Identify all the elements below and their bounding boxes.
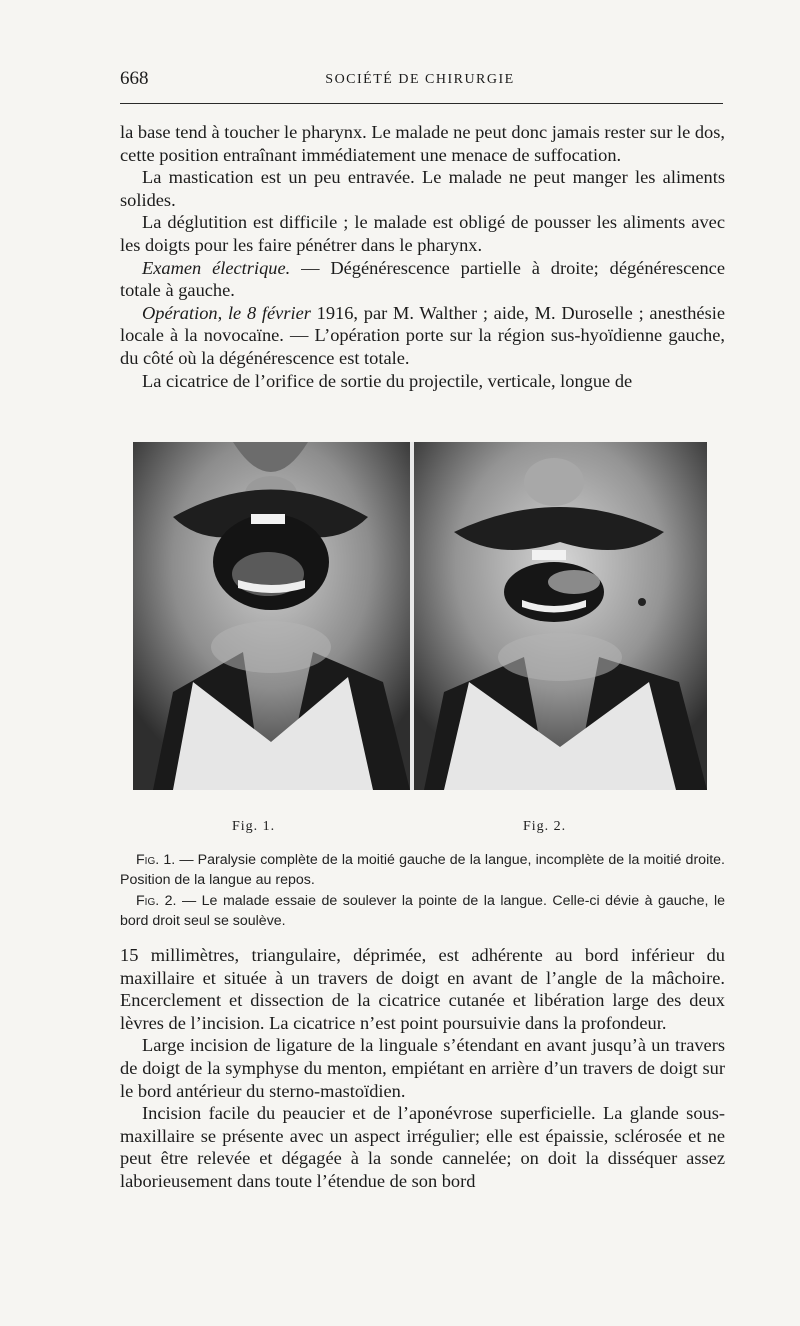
top-text-block (120, 121, 725, 392)
examen-text: — Dégénérescence partielle à droite; dégénérescence totale à gauche. (120, 257, 725, 301)
paragraph-ligature: Large incision de ligature de la linguale s’étendant en avant jusqu’à un travers de doigt de la symphyse du menton, empiétant en arrière d’un travers de doigt sur le bord antérieur du sterno-mastoïdien. (120, 1035, 725, 1101)
figure-1-label: Fig. 1. (232, 819, 276, 834)
page-number: 668 (120, 68, 149, 89)
bottom-text-block (120, 944, 725, 1193)
paragraph-deglutition: La déglutition est difficile ; le malade est obligé de pousser les aliments avec les doigts pour les faire pénétrer dans le pharynx. (120, 212, 725, 255)
figure-1-caption (120, 850, 725, 890)
page-header (120, 60, 720, 100)
caption-1-text: — Paralysie complète de la moitié gauche de la langue, incomplète de la moitié droite. Position de la langue au repos. (120, 852, 725, 888)
figure-2-illustration (414, 442, 707, 790)
paragraph-examen (120, 257, 725, 302)
figure-1-photo (133, 442, 410, 790)
figure-2-photo (414, 442, 707, 790)
paragraph-incision: Incision facile du peaucier et de l’aponévrose superficielle. La glande sous-maxillaire se présente avec un aspect irrégulier; elle est épaissie, sclérosée et ne peut être relevée et dégagée à la sonde cannelée; on doit la disséquer assez laborieusement dans toute l’étendue de son bord (120, 1103, 725, 1191)
examen-label: Examen électrique. (142, 257, 291, 278)
caption-2-label: Fig. 2. (136, 893, 177, 909)
paragraph-cicatrice-continuation: 15 millimètres, triangulaire, déprimée, est adhérente au bord inférieur du maxillaire et située à un travers de doigt en avant de l’angle de la mâchoire. Encerclement et dissection de la cicatrice cutanée et libération large des deux lèvres de l’incision. La cicatrice n’est point poursuivie dans la profondeur. (120, 945, 725, 1033)
figure-plate (133, 442, 707, 790)
running-title: SOCIÉTÉ DE CHIRURGIE (325, 72, 515, 87)
caption-1-label: Fig. 1. (136, 852, 176, 868)
operation-text: 1916, par M. Walther ; aide, M. Duroselle ; anesthésie locale à la novocaïne. — L’opération porte sur la région sus-hyoïdienne gauche, du côté où la dégénérescence est totale. (120, 302, 725, 368)
figure-1-illustration (133, 442, 410, 790)
caption-2-text: — Le malade essaie de soulever la pointe de la langue. Celle-ci dévie à gauche, le bord droit seul se soulève. (120, 893, 725, 929)
paragraph-continuation: la base tend à toucher le pharynx. Le malade ne peut donc jamais rester sur le dos, cette position entraînant immédiatement une menace de suffocation. (120, 122, 725, 165)
paragraph-mastication: La mastication est un peu entravée. Le malade ne peut manger les aliments solides. (120, 167, 725, 210)
paragraph-operation (120, 302, 725, 370)
figure-2-label: Fig. 2. (523, 819, 567, 834)
operation-label: Opération, le 8 février (142, 302, 311, 323)
figure-2-caption (120, 891, 725, 931)
paragraph-cicatrice: La cicatrice de l’orifice de sortie du projectile, verticale, longue de (142, 370, 633, 391)
header-rule (120, 103, 723, 104)
